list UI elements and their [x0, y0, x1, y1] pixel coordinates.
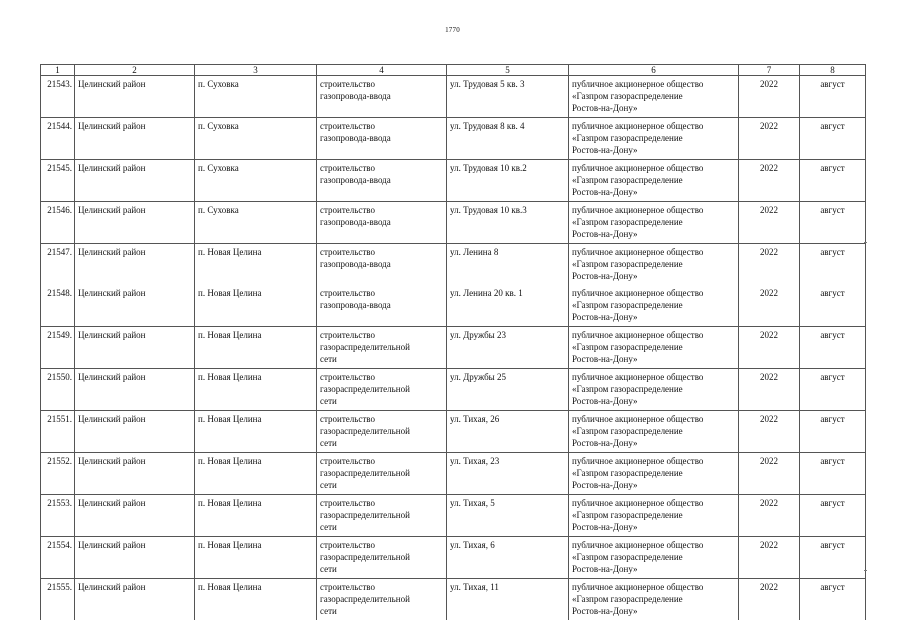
- margin-mark: [864, 242, 867, 243]
- settlement-cell: п. Новая Целина: [195, 369, 317, 411]
- year-cell: 2022: [739, 537, 800, 579]
- entry-number: 21554.: [41, 537, 75, 579]
- address-cell: ул. Трудовая 8 кв. 4: [447, 118, 569, 160]
- entry-number: 21549.: [41, 327, 75, 369]
- month-cell: август: [800, 369, 866, 411]
- address-cell: ул. Дружбы 23: [447, 327, 569, 369]
- entry-number: 21552.: [41, 453, 75, 495]
- work-type-cell: строительство газораспределительной сети: [317, 369, 447, 411]
- entry-number: 21551.: [41, 411, 75, 453]
- address-cell: ул. Ленина 8: [447, 244, 569, 286]
- work-type-cell: строительство газопровода-ввода: [317, 285, 447, 327]
- settlement-cell: п. Суховка: [195, 118, 317, 160]
- address-cell: ул. Трудовая 10 кв.2: [447, 160, 569, 202]
- month-cell: август: [800, 160, 866, 202]
- column-number-row: [41, 65, 866, 76]
- entry-number: 21555.: [41, 579, 75, 621]
- column-number-6: 6: [569, 65, 739, 76]
- month-cell: август: [800, 285, 866, 327]
- entry-number: 21550.: [41, 369, 75, 411]
- work-type-cell: строительство газопровода-ввода: [317, 160, 447, 202]
- district-cell: Целинский район: [75, 579, 195, 621]
- organization-cell: публичное акционерное общество «Газпром газораспределение Ростов-на-Дону»: [569, 76, 739, 118]
- district-cell: Целинский район: [75, 244, 195, 286]
- work-type-cell: строительство газораспределительной сети: [317, 495, 447, 537]
- organization-cell: публичное акционерное общество «Газпром газораспределение Ростов-на-Дону»: [569, 202, 739, 244]
- margin-mark: [864, 570, 867, 571]
- settlement-cell: п. Новая Целина: [195, 244, 317, 286]
- settlement-cell: п. Новая Целина: [195, 537, 317, 579]
- address-cell: ул. Тихая, 6: [447, 537, 569, 579]
- organization-cell: публичное акционерное общество «Газпром газораспределение Ростов-на-Дону»: [569, 537, 739, 579]
- month-cell: август: [800, 202, 866, 244]
- work-type-cell: строительство газопровода-ввода: [317, 76, 447, 118]
- district-cell: Целинский район: [75, 537, 195, 579]
- registry-body: [41, 76, 866, 621]
- month-cell: август: [800, 537, 866, 579]
- entry-number: 21547.: [41, 244, 75, 286]
- entry-number: 21553.: [41, 495, 75, 537]
- address-cell: ул. Тихая, 23: [447, 453, 569, 495]
- table-row: [41, 160, 866, 202]
- column-number-4: 4: [317, 65, 447, 76]
- table-row: [41, 76, 866, 118]
- table-row: [41, 369, 866, 411]
- page-number: 1770: [445, 26, 460, 34]
- district-cell: Целинский район: [75, 285, 195, 327]
- column-number-5: 5: [447, 65, 569, 76]
- settlement-cell: п. Суховка: [195, 160, 317, 202]
- year-cell: 2022: [739, 453, 800, 495]
- entry-number: 21546.: [41, 202, 75, 244]
- settlement-cell: п. Суховка: [195, 76, 317, 118]
- settlement-cell: п. Новая Целина: [195, 327, 317, 369]
- address-cell: ул. Тихая, 11: [447, 579, 569, 621]
- month-cell: август: [800, 118, 866, 160]
- month-cell: август: [800, 411, 866, 453]
- settlement-cell: п. Новая Целина: [195, 579, 317, 621]
- month-cell: август: [800, 579, 866, 621]
- entry-number: 21543.: [41, 76, 75, 118]
- table-row: [41, 244, 866, 286]
- table-row: [41, 579, 866, 621]
- work-type-cell: строительство газораспределительной сети: [317, 453, 447, 495]
- organization-cell: публичное акционерное общество «Газпром газораспределение Ростов-на-Дону»: [569, 118, 739, 160]
- address-cell: ул. Трудовая 5 кв. 3: [447, 76, 569, 118]
- table-row: [41, 537, 866, 579]
- month-cell: август: [800, 327, 866, 369]
- year-cell: 2022: [739, 495, 800, 537]
- district-cell: Целинский район: [75, 327, 195, 369]
- column-number-8: 8: [800, 65, 866, 76]
- work-type-cell: строительство газораспределительной сети: [317, 411, 447, 453]
- work-type-cell: строительство газопровода-ввода: [317, 202, 447, 244]
- organization-cell: публичное акционерное общество «Газпром газораспределение Ростов-на-Дону»: [569, 579, 739, 621]
- work-type-cell: строительство газораспределительной сети: [317, 537, 447, 579]
- year-cell: 2022: [739, 579, 800, 621]
- column-number-2: 2: [75, 65, 195, 76]
- table-row: [41, 495, 866, 537]
- table-row: [41, 118, 866, 160]
- year-cell: 2022: [739, 202, 800, 244]
- table-row: [41, 285, 866, 327]
- organization-cell: публичное акционерное общество «Газпром газораспределение Ростов-на-Дону»: [569, 369, 739, 411]
- month-cell: август: [800, 495, 866, 537]
- work-type-cell: строительство газопровода-ввода: [317, 244, 447, 286]
- district-cell: Целинский район: [75, 76, 195, 118]
- organization-cell: публичное акционерное общество «Газпром газораспределение Ростов-на-Дону»: [569, 453, 739, 495]
- year-cell: 2022: [739, 76, 800, 118]
- district-cell: Целинский район: [75, 411, 195, 453]
- district-cell: Целинский район: [75, 495, 195, 537]
- year-cell: 2022: [739, 327, 800, 369]
- settlement-cell: п. Новая Целина: [195, 411, 317, 453]
- work-type-cell: строительство газопровода-ввода: [317, 118, 447, 160]
- work-type-cell: строительство газораспределительной сети: [317, 327, 447, 369]
- organization-cell: публичное акционерное общество «Газпром газораспределение Ростов-на-Дону»: [569, 411, 739, 453]
- year-cell: 2022: [739, 118, 800, 160]
- year-cell: 2022: [739, 285, 800, 327]
- year-cell: 2022: [739, 160, 800, 202]
- address-cell: ул. Дружбы 25: [447, 369, 569, 411]
- registry-table: [40, 64, 866, 620]
- table-row: [41, 411, 866, 453]
- entry-number: 21548.: [41, 285, 75, 327]
- month-cell: август: [800, 76, 866, 118]
- district-cell: Целинский район: [75, 453, 195, 495]
- column-number-7: 7: [739, 65, 800, 76]
- settlement-cell: п. Новая Целина: [195, 495, 317, 537]
- organization-cell: публичное акционерное общество «Газпром газораспределение Ростов-на-Дону»: [569, 244, 739, 286]
- district-cell: Целинский район: [75, 118, 195, 160]
- month-cell: август: [800, 453, 866, 495]
- organization-cell: публичное акционерное общество «Газпром газораспределение Ростов-на-Дону»: [569, 285, 739, 327]
- column-number-3: 3: [195, 65, 317, 76]
- work-type-cell: строительство газораспределительной сети: [317, 579, 447, 621]
- year-cell: 2022: [739, 369, 800, 411]
- column-number-1: 1: [41, 65, 75, 76]
- organization-cell: публичное акционерное общество «Газпром газораспределение Ростов-на-Дону»: [569, 160, 739, 202]
- district-cell: Целинский район: [75, 369, 195, 411]
- settlement-cell: п. Суховка: [195, 202, 317, 244]
- organization-cell: публичное акционерное общество «Газпром газораспределение Ростов-на-Дону»: [569, 327, 739, 369]
- entry-number: 21545.: [41, 160, 75, 202]
- table-row: [41, 453, 866, 495]
- year-cell: 2022: [739, 244, 800, 286]
- address-cell: ул. Тихая, 26: [447, 411, 569, 453]
- organization-cell: публичное акционерное общество «Газпром газораспределение Ростов-на-Дону»: [569, 495, 739, 537]
- table-row: [41, 327, 866, 369]
- district-cell: Целинский район: [75, 160, 195, 202]
- address-cell: ул. Трудовая 10 кв.3: [447, 202, 569, 244]
- month-cell: август: [800, 244, 866, 286]
- address-cell: ул. Тихая, 5: [447, 495, 569, 537]
- settlement-cell: п. Новая Целина: [195, 285, 317, 327]
- entry-number: 21544.: [41, 118, 75, 160]
- year-cell: 2022: [739, 411, 800, 453]
- table-row: [41, 202, 866, 244]
- district-cell: Целинский район: [75, 202, 195, 244]
- settlement-cell: п. Новая Целина: [195, 453, 317, 495]
- address-cell: ул. Ленина 20 кв. 1: [447, 285, 569, 327]
